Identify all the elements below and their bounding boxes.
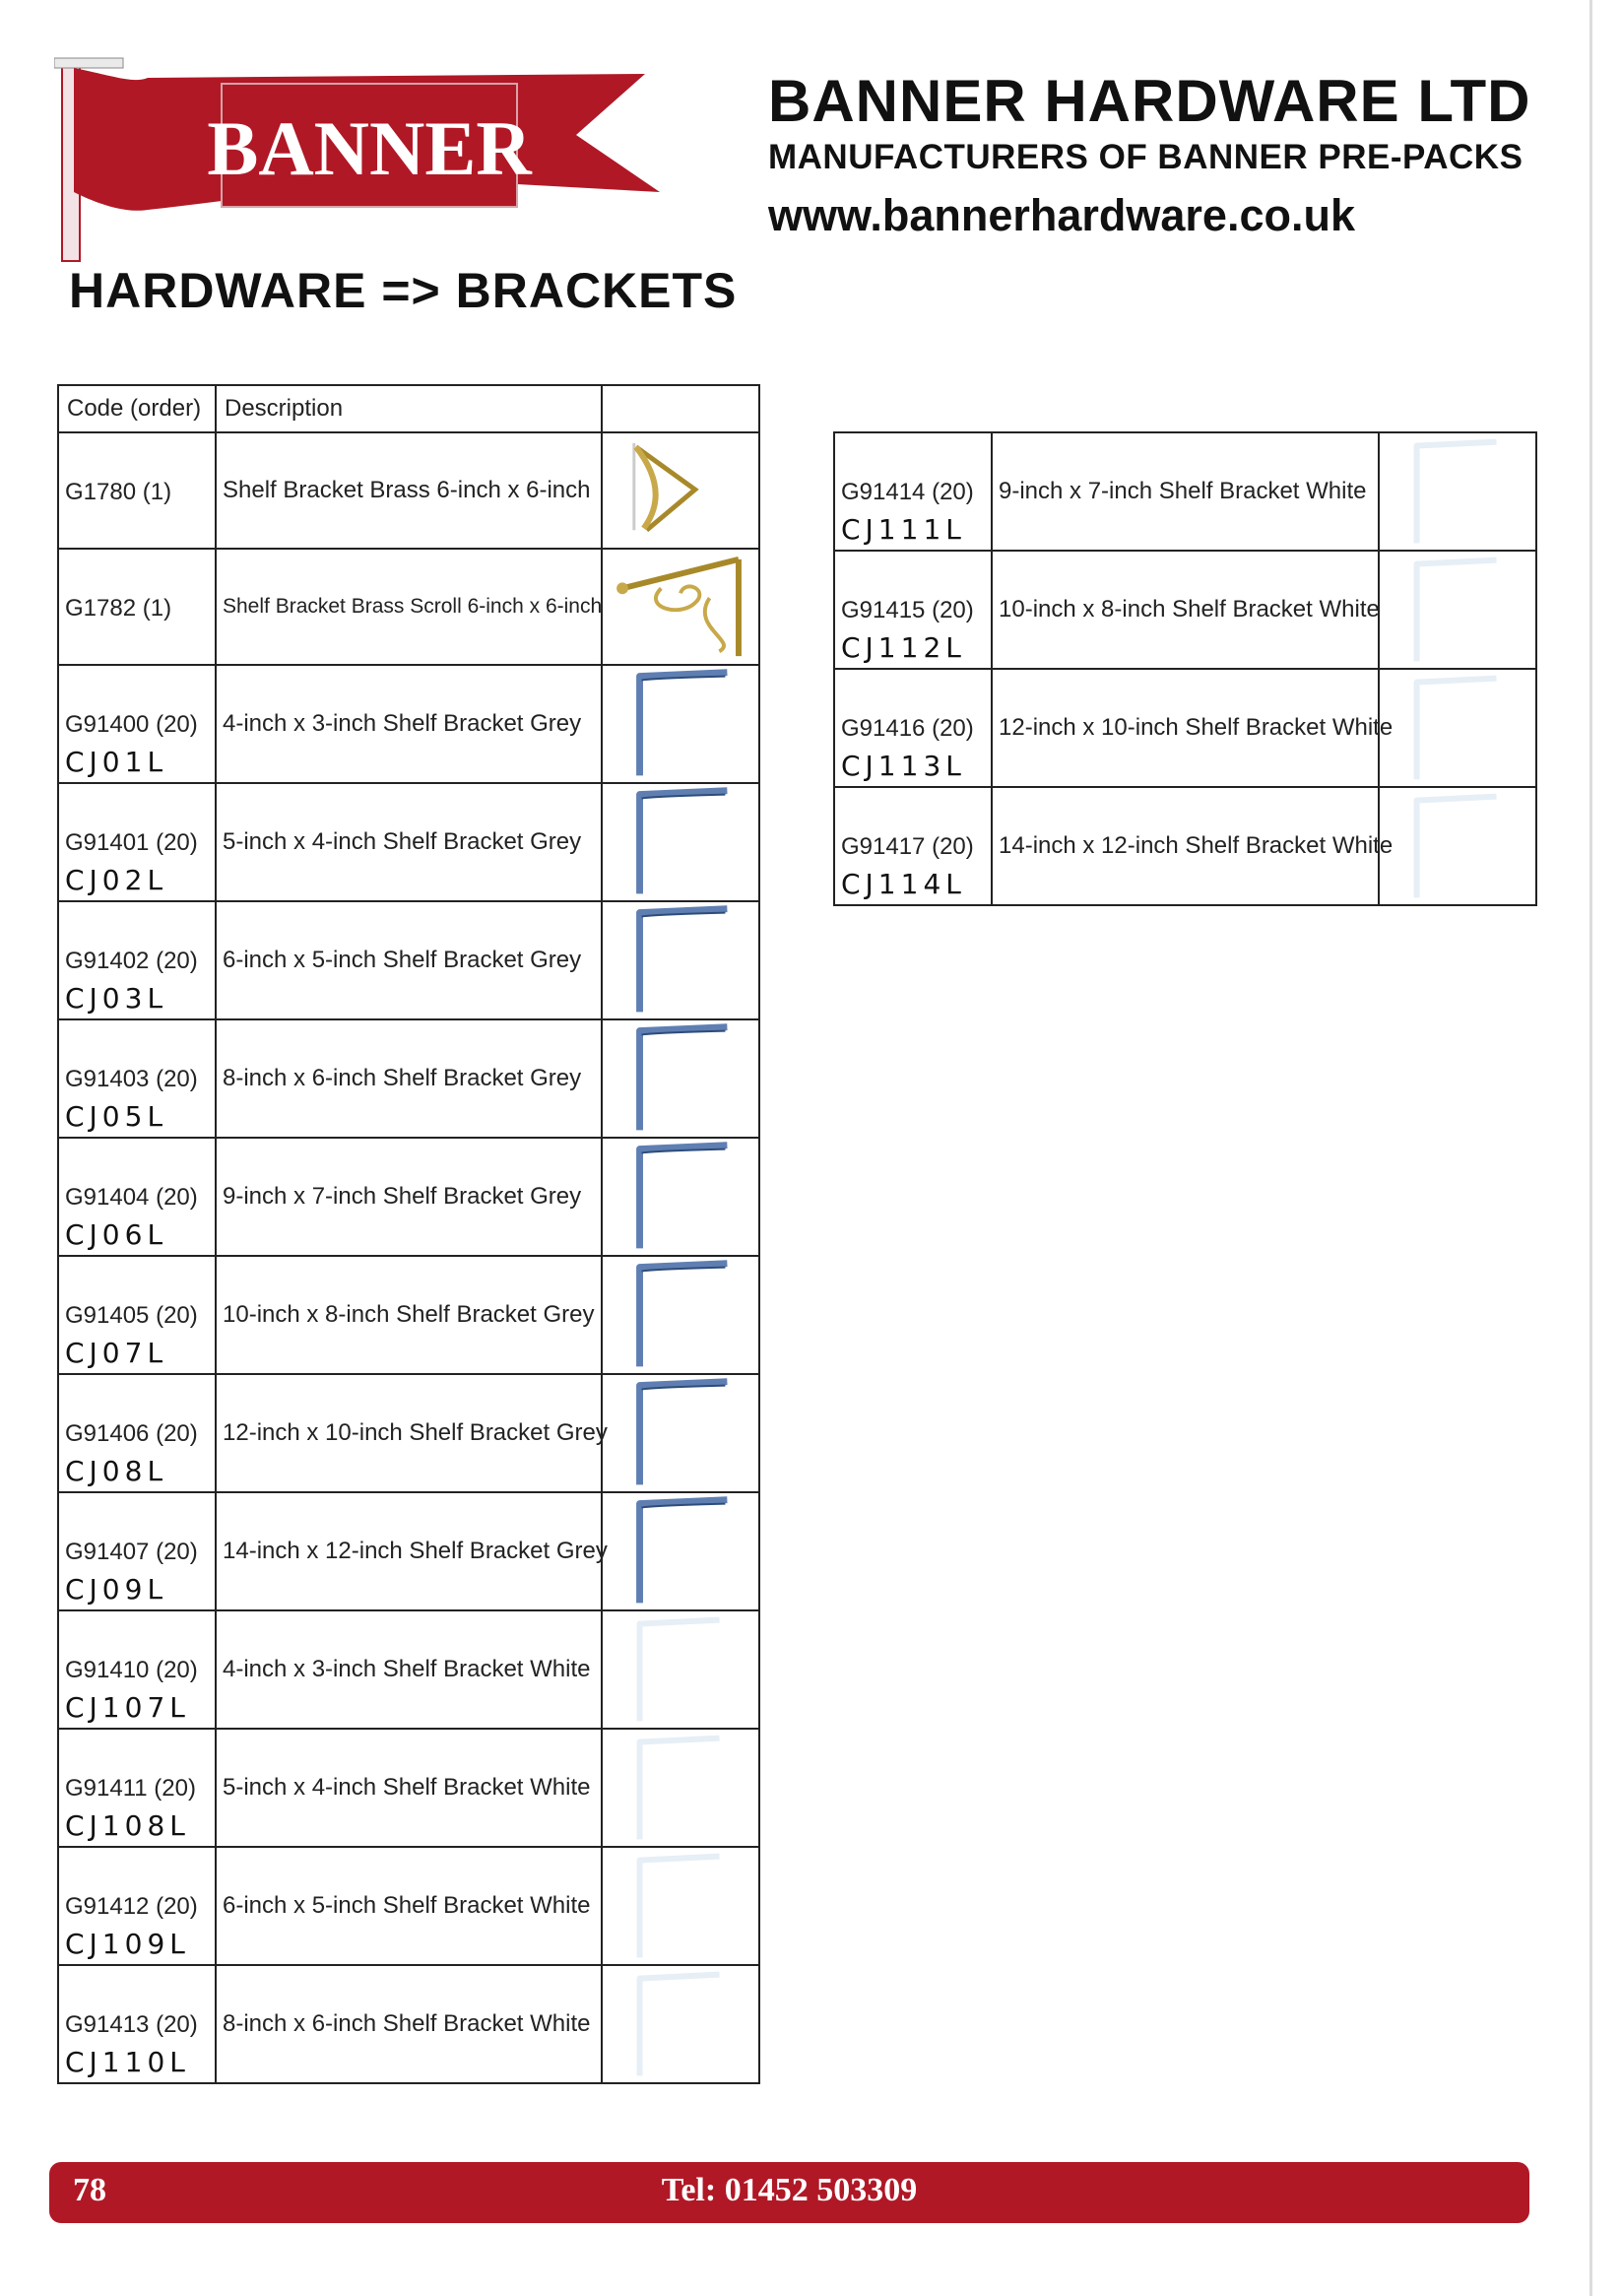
grey-bracket-image: [602, 665, 759, 783]
logo-text: BANNER: [207, 105, 532, 191]
product-code-cell: [834, 669, 992, 787]
product-table-right: [833, 431, 1537, 906]
white-bracket-image: [602, 1610, 759, 1729]
product-row: [58, 1374, 759, 1492]
product-code: G91407 (20): [65, 1539, 198, 1565]
product-code-cell: [58, 901, 216, 1019]
product-row: [834, 669, 1536, 787]
page-number: 78: [73, 2172, 106, 2208]
product-row: [58, 1847, 759, 1965]
product-code-cell: [58, 1729, 216, 1847]
product-description: 8-inch x 6-inch Shelf Bracket White: [216, 1965, 602, 2083]
product-row: [58, 1256, 759, 1374]
white-bracket-image: [1379, 551, 1536, 669]
section-title: HARDWARE => BRACKETS: [69, 263, 738, 318]
white-bracket-image: [602, 1729, 759, 1847]
handwritten-code: CJ01L: [65, 746, 168, 778]
handwritten-code: CJ03L: [65, 982, 168, 1015]
grey-bracket-image: [602, 1138, 759, 1256]
white-bracket-image: [602, 1847, 759, 1965]
product-row: [834, 432, 1536, 551]
product-row: [58, 665, 759, 783]
product-description: Shelf Bracket Brass Scroll 6-inch x 6-inch: [216, 549, 602, 665]
product-code: G91413 (20): [65, 2011, 198, 2038]
product-description: 5-inch x 4-inch Shelf Bracket White: [216, 1729, 602, 1847]
white-bracket-image: [1379, 432, 1536, 551]
product-code-cell: [58, 1847, 216, 1965]
handwritten-code: CJ114L: [841, 868, 966, 900]
product-code-cell: [834, 787, 992, 905]
product-row: [834, 551, 1536, 669]
product-description: 9-inch x 7-inch Shelf Bracket Grey: [216, 1138, 602, 1256]
product-table-left: [57, 384, 760, 2084]
product-row: [58, 1019, 759, 1138]
product-code: G91414 (20): [841, 479, 974, 505]
product-description: 10-inch x 8-inch Shelf Bracket Grey: [216, 1256, 602, 1374]
grey-bracket-image: [602, 1492, 759, 1610]
product-description: 5-inch x 4-inch Shelf Bracket Grey: [216, 783, 602, 901]
product-code: G91402 (20): [65, 948, 198, 974]
grey-bracket-image: [602, 901, 759, 1019]
product-code-cell: [58, 1492, 216, 1610]
product-code: G91401 (20): [65, 829, 198, 856]
product-code-cell: [58, 1610, 216, 1729]
handwritten-code: CJ112L: [841, 631, 966, 664]
product-code: G91410 (20): [65, 1657, 198, 1683]
product-description: 6-inch x 5-inch Shelf Bracket Grey: [216, 901, 602, 1019]
white-bracket-image: [602, 1965, 759, 2083]
handwritten-code: CJ07L: [65, 1337, 168, 1369]
product-code-cell: [58, 1019, 216, 1138]
white-bracket-image: [1379, 669, 1536, 787]
product-description: 14-inch x 12-inch Shelf Bracket White: [992, 787, 1379, 905]
handwritten-code: CJ108L: [65, 1809, 190, 1842]
product-row: [834, 787, 1536, 905]
product-code: G91417 (20): [841, 833, 974, 860]
product-code: G91411 (20): [65, 1775, 196, 1802]
handwritten-code: CJ06L: [65, 1218, 168, 1251]
product-row: [58, 1138, 759, 1256]
product-row: [58, 783, 759, 901]
product-code-cell: [58, 783, 216, 901]
handwritten-code: CJ107L: [65, 1691, 190, 1724]
handwritten-code: CJ02L: [65, 864, 168, 896]
product-description: 4-inch x 3-inch Shelf Bracket Grey: [216, 665, 602, 783]
product-code-cell: [58, 1965, 216, 2083]
brass-bracket-image: [602, 432, 759, 549]
product-description: 12-inch x 10-inch Shelf Bracket Grey: [216, 1374, 602, 1492]
product-description: Shelf Bracket Brass 6-inch x 6-inch: [216, 432, 602, 549]
product-description: 8-inch x 6-inch Shelf Bracket Grey: [216, 1019, 602, 1138]
product-row: [58, 901, 759, 1019]
product-code: G1780 (1): [65, 479, 172, 505]
product-code-cell: [58, 549, 216, 665]
company-name: BANNER HARDWARE LTD: [768, 68, 1531, 134]
product-description: 9-inch x 7-inch Shelf Bracket White: [992, 432, 1379, 551]
product-code-cell: [58, 432, 216, 549]
product-code-cell: [58, 1256, 216, 1374]
handwritten-code: CJ09L: [65, 1573, 168, 1606]
product-code: G91405 (20): [65, 1302, 198, 1329]
handwritten-code: CJ111L: [841, 513, 966, 546]
product-code-cell: [58, 1138, 216, 1256]
brass-scroll-bracket-image: [602, 549, 759, 665]
handwritten-code: CJ110L: [65, 2046, 190, 2078]
table-header-row: [58, 385, 759, 432]
telephone: Tel: 01452 503309: [661, 2172, 918, 2208]
product-code: G91416 (20): [841, 715, 974, 742]
product-code: G1782 (1): [65, 595, 172, 622]
footer-bar: [49, 2162, 1529, 2223]
company-website: www.bannerhardware.co.uk: [768, 190, 1355, 240]
handwritten-code: CJ08L: [65, 1455, 168, 1487]
product-code: G91404 (20): [65, 1184, 198, 1211]
product-row: [58, 1729, 759, 1847]
white-bracket-image: [1379, 787, 1536, 905]
header-image: [602, 385, 759, 432]
product-code-cell: [834, 551, 992, 669]
product-row: [58, 1610, 759, 1729]
product-description: 12-inch x 10-inch Shelf Bracket White: [992, 669, 1379, 787]
page-edge: [1589, 0, 1592, 2296]
grey-bracket-image: [602, 783, 759, 901]
handwritten-code: CJ113L: [841, 750, 966, 782]
product-description: 10-inch x 8-inch Shelf Bracket White: [992, 551, 1379, 669]
product-code: G91400 (20): [65, 711, 198, 738]
product-code-cell: [834, 432, 992, 551]
product-row: [58, 549, 759, 665]
grey-bracket-image: [602, 1374, 759, 1492]
handwritten-code: CJ05L: [65, 1100, 168, 1133]
grey-bracket-image: [602, 1256, 759, 1374]
product-description: 4-inch x 3-inch Shelf Bracket White: [216, 1610, 602, 1729]
product-code: G91415 (20): [841, 597, 974, 623]
grey-bracket-image: [602, 1019, 759, 1138]
product-description: 14-inch x 12-inch Shelf Bracket Grey: [216, 1492, 602, 1610]
product-code-cell: [58, 1374, 216, 1492]
product-code: G91403 (20): [65, 1066, 198, 1092]
header-description: Description: [216, 385, 602, 432]
handwritten-code: CJ109L: [65, 1928, 190, 1960]
product-row: [58, 1492, 759, 1610]
product-code: G91406 (20): [65, 1420, 198, 1447]
product-code: G91412 (20): [65, 1893, 198, 1920]
product-code-cell: [58, 665, 216, 783]
banner-logo: [54, 54, 694, 266]
header-code: Code (order): [58, 385, 216, 432]
company-tagline: MANUFACTURERS OF BANNER PRE-PACKS: [768, 138, 1524, 176]
company-block: [768, 67, 1556, 248]
product-description: 6-inch x 5-inch Shelf Bracket White: [216, 1847, 602, 1965]
product-row: [58, 1965, 759, 2083]
product-row: [58, 432, 759, 549]
